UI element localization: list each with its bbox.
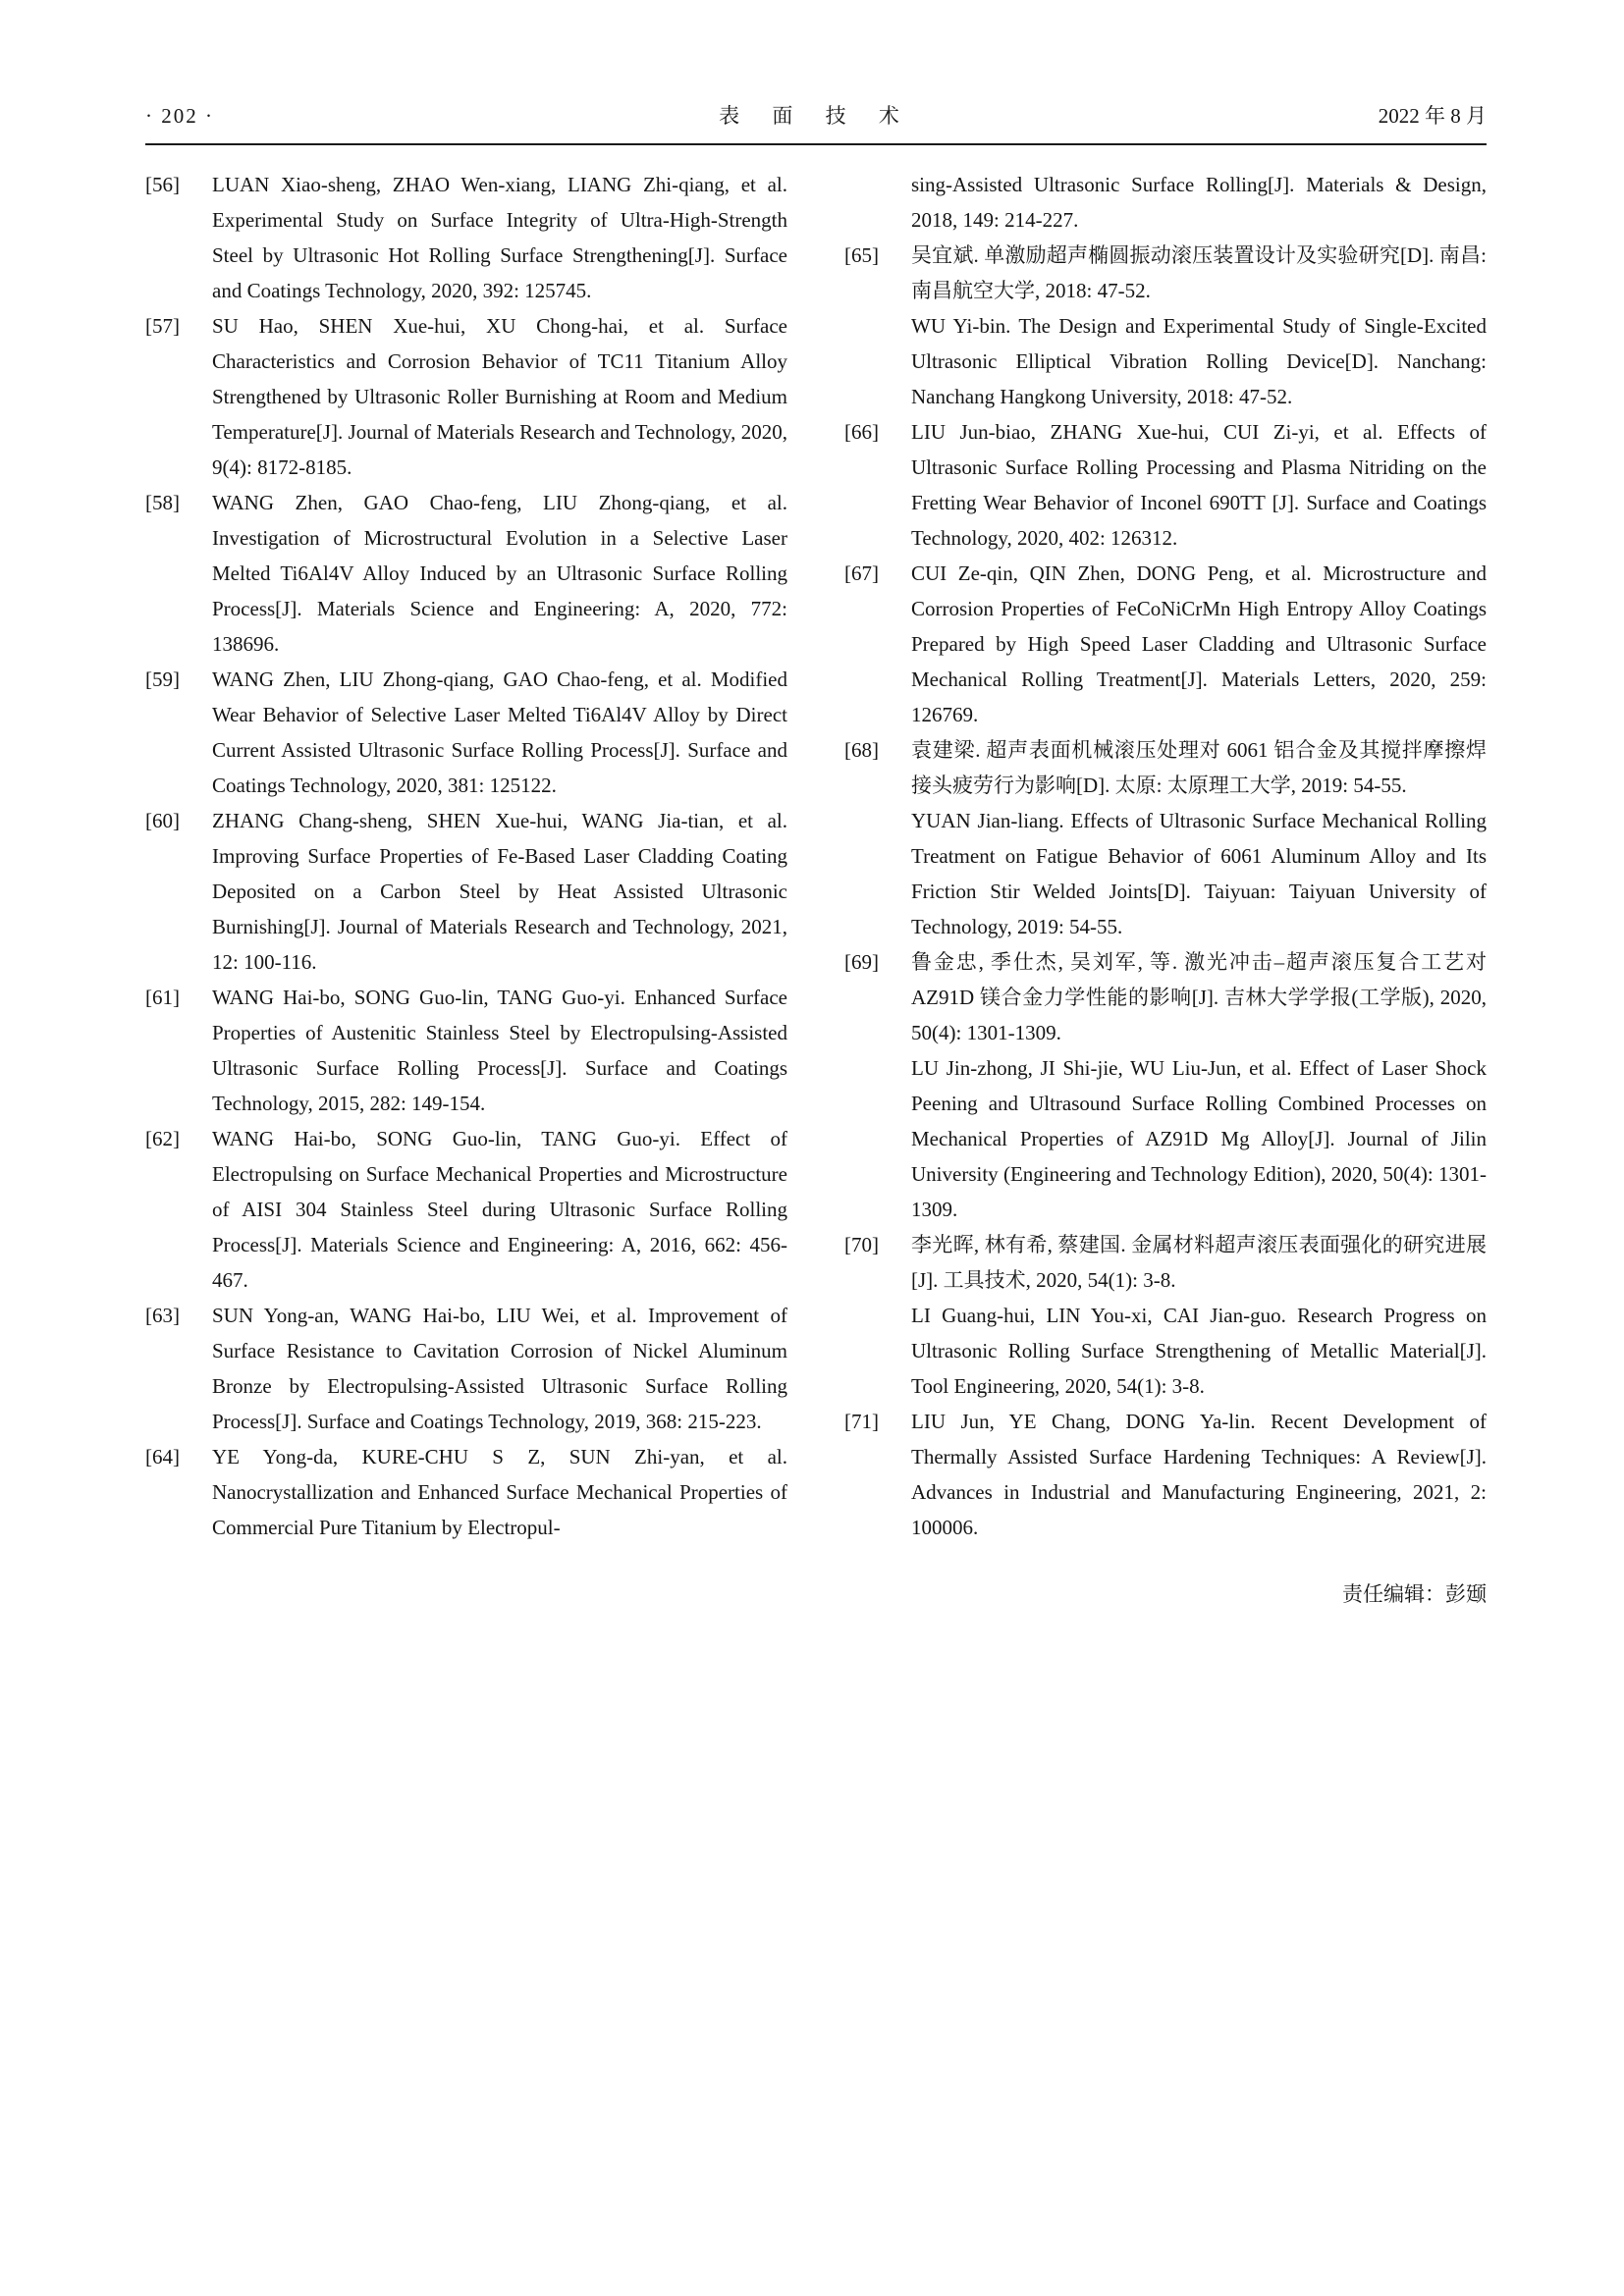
ref-text: 袁建梁. 超声表面机械滚压处理对 6061 铝合金及其搅拌摩擦焊接头疲劳行为影响[D]. 太原: 太原理工大学, 2019: 54-55. bbox=[911, 738, 1487, 797]
ref-text: YUAN Jian-liang. Effects of Ultrasonic Surface Mechanical Rolling Treatment on Fatigue Behavior of 6061 Aluminum Alloy and Its Friction Stir Welded Joints[D]. Taiyuan: Taiyuan University of Technology, 2019: 54-55. bbox=[911, 809, 1487, 938]
reference-item bbox=[145, 308, 787, 485]
ref-text: WU Yi-bin. The Design and Experimental Study of Single-Excited Ultrasonic Elliptical Vibration Rolling Device[D]. Nanchang: Nanchang Hangkong University, 2018: 47-52. bbox=[911, 314, 1487, 408]
ref-body bbox=[911, 1227, 1487, 1404]
ref-text: WANG Hai-bo, SONG Guo-lin, TANG Guo-yi. Effect of Electropulsing on Surface Mechanical Properties and Microstructure of AISI 304 Stainless Steel during Ultrasonic Surface Rolling Process[J]. Materials Science and Engineering: A, 2016, 662: 456-467. bbox=[212, 1127, 787, 1292]
ref-body bbox=[911, 556, 1487, 732]
ref-label: [56] bbox=[145, 173, 180, 196]
ref-text: WANG Hai-bo, SONG Guo-lin, TANG Guo-yi. Enhanced Surface Properties of Austenitic Stainless Steel by Electropulsing-Assisted Ultrasonic Surface Rolling Process[J]. Surface and Coatings Technology, 2015, 282: 149-154. bbox=[212, 986, 787, 1115]
issue-date: 2022 年 8 月 bbox=[1378, 104, 1487, 128]
ref-text: SUN Yong-an, WANG Hai-bo, LIU Wei, et al. Improvement of Surface Resistance to Cavitation Corrosion of Nickel Aluminum Bronze by Electropulsing-Assisted Ultrasonic Surface Rolling Process[J]. Surface and Coatings Technology, 2019, 368: 215-223. bbox=[212, 1304, 787, 1433]
ref-body bbox=[212, 1121, 787, 1298]
ref-body bbox=[911, 944, 1487, 1227]
refs-left bbox=[145, 167, 787, 1545]
editor-note: 责任编辑：彭颋 bbox=[1342, 1582, 1487, 1606]
page-content bbox=[145, 100, 1487, 1612]
ref-label: [59] bbox=[145, 667, 180, 691]
ref-label: [71] bbox=[844, 1410, 879, 1433]
ref-label: [68] bbox=[844, 738, 879, 762]
ref-body bbox=[212, 485, 787, 662]
ref-text: 鲁金忠, 季仕杰, 吴刘军, 等. 激光冲击–超声滚压复合工艺对 AZ91D 镁合金力学性能的影响[J]. 吉林大学学报(工学版), 2020, 50(4): 1301-1309. bbox=[911, 950, 1487, 1044]
column-right bbox=[844, 167, 1487, 1612]
refs-right bbox=[844, 167, 1487, 1545]
reference-item bbox=[844, 414, 1487, 556]
ref-label: [63] bbox=[145, 1304, 180, 1327]
ref-text: SU Hao, SHEN Xue-hui, XU Chong-hai, et al. Surface Characteristics and Corrosion Behavior of TC11 Titanium Alloy Strengthened by Ultrasonic Roller Burnishing at Room and Medium Temperature[J]. Journal of Materials Research and Technology, 2020, 9(4): 8172-8185. bbox=[212, 314, 787, 479]
ref-text: LIU Jun, YE Chang, DONG Ya-lin. Recent Development of Thermally Assisted Surface Hardening Techniques: A Review[J]. Advances in Industrial and Manufacturing Engineering, 2021, 2: 100006. bbox=[911, 1410, 1487, 1539]
reference-item bbox=[844, 1227, 1487, 1404]
ref-label: [62] bbox=[145, 1127, 180, 1150]
journal-title: 表 面 技 术 bbox=[719, 104, 913, 128]
ref-label: [69] bbox=[844, 950, 879, 974]
ref-label: [57] bbox=[145, 314, 180, 338]
reference-item bbox=[145, 662, 787, 803]
page-number: · 202 · bbox=[145, 104, 214, 128]
ref-text: LU Jin-zhong, JI Shi-jie, WU Liu-Jun, et al. Effect of Laser Shock Peening and Ultrasound Surface Rolling Combined Processes on Mechanical Properties of AZ91D Mg Alloy[J]. Journal of Jilin University (Engineering and Technology Edition), 2020, 50(4): 1301-1309. bbox=[911, 1056, 1487, 1221]
ref-text: ZHANG Chang-sheng, SHEN Xue-hui, WANG Jia-tian, et al. Improving Surface Properties of Fe-Based Laser Cladding Coating Deposited on a Carbon Steel by Heat Assisted Ultrasonic Burnishing[J]. Journal of Materials Research and Technology, 2021, 12: 100-116. bbox=[212, 809, 787, 974]
ref-body bbox=[212, 803, 787, 980]
ref-body bbox=[212, 1439, 787, 1545]
ref-label: [70] bbox=[844, 1233, 879, 1256]
ref-text: CUI Ze-qin, QIN Zhen, DONG Peng, et al. Microstructure and Corrosion Properties of FeCoNiCrMn High Entropy Alloy Coatings Prepared by High Speed Laser Cladding and Ultrasonic Surface Mechanical Rolling Treatment[J]. Materials Letters, 2020, 259: 126769. bbox=[911, 561, 1487, 726]
reference-item bbox=[145, 167, 787, 308]
column-left bbox=[145, 167, 787, 1612]
reference-item bbox=[844, 556, 1487, 732]
reference-item bbox=[844, 238, 1487, 414]
ref-text: 吴宜斌. 单激励超声椭圆振动滚压装置设计及实验研究[D]. 南昌: 南昌航空大学, 2018: 47-52. bbox=[911, 243, 1487, 302]
reference-item bbox=[844, 167, 1487, 238]
reference-columns bbox=[145, 167, 1487, 1612]
ref-body bbox=[212, 1298, 787, 1439]
ref-body bbox=[212, 980, 787, 1121]
ref-body bbox=[212, 662, 787, 803]
ref-text: sing-Assisted Ultrasonic Surface Rolling[J]. Materials & Design, 2018, 149: 214-227. bbox=[911, 173, 1487, 232]
ref-text: YE Yong-da, KURE-CHU S Z, SUN Zhi-yan, et al. Nanocrystallization and Enhanced Surface Mechanical Properties of Commercial Pure Titanium by Electropul- bbox=[212, 1445, 787, 1539]
reference-item bbox=[844, 1404, 1487, 1545]
ref-text: WANG Zhen, GAO Chao-feng, LIU Zhong-qiang, et al. Investigation of Microstructural Evolution in a Selective Laser Melted Ti6Al4V Alloy Induced by an Ultrasonic Surface Rolling Process[J]. Materials Science and Engineering: A, 2020, 772: 138696. bbox=[212, 491, 787, 656]
ref-body bbox=[911, 167, 1487, 238]
ref-label: [67] bbox=[844, 561, 879, 585]
ref-label: [61] bbox=[145, 986, 180, 1009]
ref-text: LI Guang-hui, LIN You-xi, CAI Jian-guo. Research Progress on Ultrasonic Rolling Surface Strengthening of Metallic Material[J]. Tool Engineering, 2020, 54(1): 3-8. bbox=[911, 1304, 1487, 1398]
reference-item bbox=[145, 1298, 787, 1439]
page-header bbox=[145, 100, 1487, 145]
ref-label: [58] bbox=[145, 491, 180, 514]
ref-label: [66] bbox=[844, 420, 879, 444]
ref-body bbox=[212, 167, 787, 308]
ref-text: LUAN Xiao-sheng, ZHAO Wen-xiang, LIANG Zhi-qiang, et al. Experimental Study on Surface Integrity of Ultra-High-Strength Steel by Ultrasonic Hot Rolling Surface Strengthening[J]. Surface and Coatings Technology, 2020, 392: 125745. bbox=[212, 173, 787, 302]
reference-item bbox=[145, 803, 787, 980]
ref-text: LIU Jun-biao, ZHANG Xue-hui, CUI Zi-yi, et al. Effects of Ultrasonic Surface Rolling Processing and Plasma Nitriding on the Fretting Wear Behavior of Inconel 690TT [J]. Surface and Coatings Technology, 2020, 402: 126312. bbox=[911, 420, 1487, 550]
reference-item bbox=[145, 1439, 787, 1545]
reference-item bbox=[145, 485, 787, 662]
ref-body bbox=[911, 1404, 1487, 1545]
ref-label: [60] bbox=[145, 809, 180, 832]
ref-body bbox=[911, 238, 1487, 414]
ref-label: [64] bbox=[145, 1445, 180, 1468]
ref-body bbox=[212, 308, 787, 485]
ref-label bbox=[844, 167, 911, 238]
ref-body bbox=[911, 732, 1487, 944]
ref-text: WANG Zhen, LIU Zhong-qiang, GAO Chao-feng, et al. Modified Wear Behavior of Selective Laser Melted Ti6Al4V Alloy by Direct Current Assisted Ultrasonic Surface Rolling Process[J]. Surface and Coatings Technology, 2020, 381: 125122. bbox=[212, 667, 787, 797]
ref-label: [65] bbox=[844, 243, 879, 267]
reference-item bbox=[145, 980, 787, 1121]
ref-body bbox=[911, 414, 1487, 556]
reference-item bbox=[145, 1121, 787, 1298]
reference-item bbox=[844, 732, 1487, 944]
reference-item bbox=[844, 944, 1487, 1227]
ref-text: 李光晖, 林有希, 蔡建国. 金属材料超声滚压表面强化的研究进展[J]. 工具技术, 2020, 54(1): 3-8. bbox=[911, 1233, 1487, 1292]
